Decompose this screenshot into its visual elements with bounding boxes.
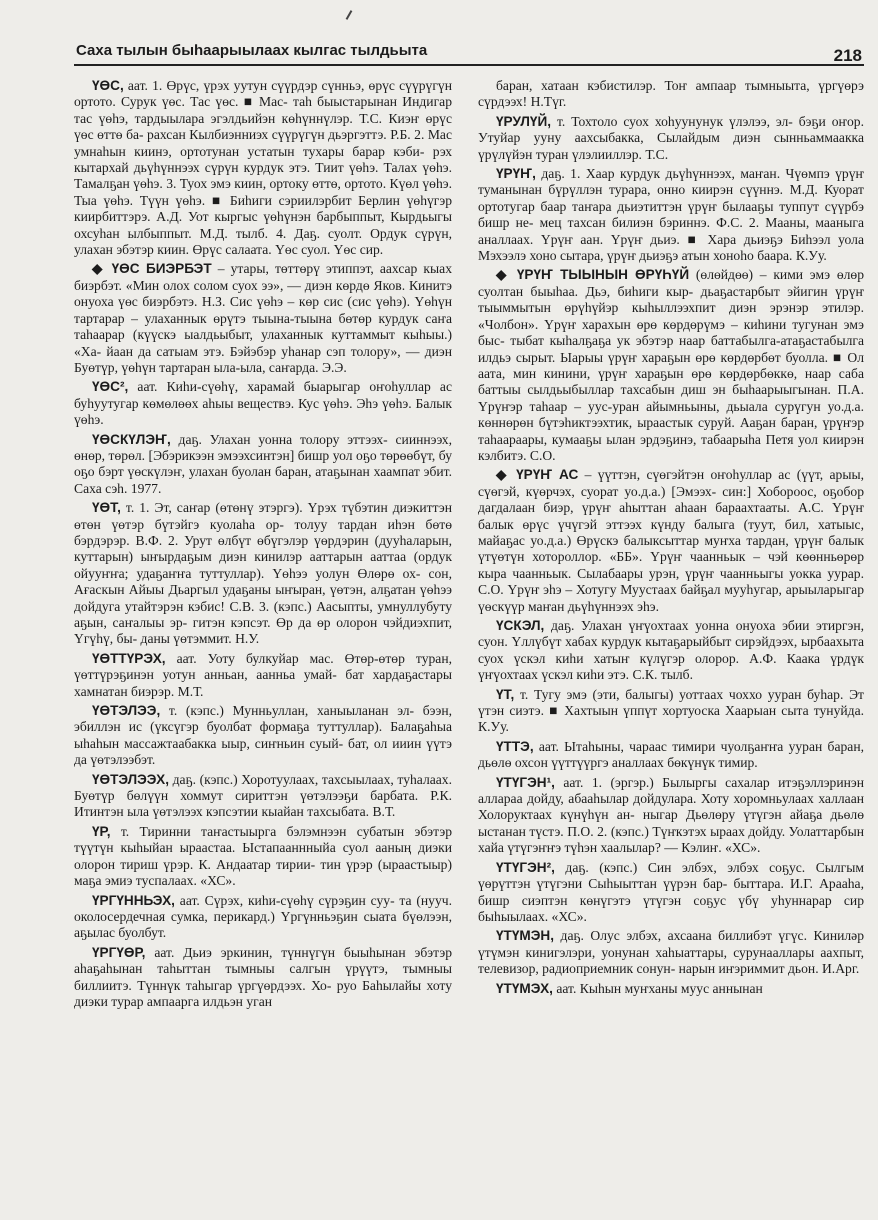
- entry-text: аат. 1. (эргэр.) Былыргы сахалар итэҕэллэринэн аллараа дойду, абааһылар дойдулара. Хоту хоромньулаах халлаан Холоруктаах күнүһүн ан- ныгар Дьөлөру үтүгэн айаҕа дьөлө ыстанан түстэ. П.О. 2. (кэпс.) Түҥкэтэх ыраах дойду. Уолаттарбын хайа үтүгэҥҥэ түһэн хаалылар? — Кэлиҥ. «ХС».: [478, 774, 864, 856]
- entry-text: т. 1. Эт, саҥар (өтөнү этэргэ). Үрэх түбэтин диэкиттэн өтөн үөтэр бүтэйгэ куолаһа ор- толуу тардан иһэн бөтө бэрдэрэр. В.Ф. 2. Урут өлбүт өбүгэлэр үөрдэрин (дууһаларын, куттарын) ыҥырдаҕым диэн кинилэр ааттарын ааттаа (ордук ойууҥҥа; удаҕаҥҥа туттуллар). Үөһээ уолун Өлөрө ох- сон, Ағаскын Айыы Дьаргыл удаҕаны ыҥыран, үөтэн, алҕатан үөһээ дойдуга утайтэрэн кэбис! С.В. 3. (кэпс.) Аасыпты, умнуллубуту аҕын, саҥалыы эр- гитэн кэпсэт. Өр да өр олорон чэйдиэхпит, Үгүһү, бы- даны үөтэммит. Н.У.: [74, 500, 452, 647]
- entry-text: – үүттэн, сүөгэйтэн оҥоһуллар ас (үүт, арыы, сүөгэй, күөрчэх, суорат уо.д.а.) [Эмээх- син:] Хобороос, оҕобор дагдалаан биэр, үрүҥ аһыттан аһаан бараахтааты. А.С. Үрүҥ балык өрүс үчүгэй эттээх күнду балыга (туут, бил, хатыыс, майаҕас уо.д.а.) Өрүскэ балыксыттар муҥха тардан, үрүҥ балык үтүөтүн хотороллор. «ББ». Үрүҥ чаанньык – чэй көөнньөрөр кыра чаанньык. Сылабаары урэн, үрүҥ чаанньыгы уокка уурар. С.О. Үрүҥ эһэ – Хотугу Муустаах байҕал мууһугар, арыыларыгар үөскүүр маҥан дьүһүннээх эһэ.: [478, 467, 864, 614]
- dictionary-entry: [478, 687, 864, 736]
- headword: ҮӨСКҮЛЭҤ,: [92, 431, 171, 447]
- headword: ҮТ,: [496, 686, 515, 702]
- right-column: [478, 78, 864, 1198]
- dictionary-entry: [74, 379, 452, 428]
- entry-text: даҕ. (кэпс.) Хоротуулаах, тахсыылаах, туһалаах. Буөтүр бөлүүн хоммут сириттэн үөтэлээҕи барбата. Р.К. Итинтэн ыла үөтэлээх кэпсэтии кыайан тахсыбата. В.Т.: [74, 771, 452, 820]
- headword: ҮТҮГЭН²,: [496, 859, 555, 875]
- dictionary-entry: [478, 267, 864, 464]
- entry-text: аат. Уоту булкуйар мас. Өтөр-өтөр туран, үөттүрэҕинэн уотун анньан, аанньа умай- бат хардаҕастары хамнатан биэрэр. М.Т.: [74, 650, 452, 699]
- pen-mark: [346, 10, 353, 20]
- dictionary-entry: [74, 651, 452, 700]
- entry-text: т. Тугу эмэ (эти, балыгы) уоттаах чоххо ууран буһар. Эт үтэн сиэтэ. ■ Хахтыын үппүт хортуоска Хаарыан сыта тунуйда. К.Уу.: [478, 686, 864, 735]
- dictionary-entry: [74, 432, 452, 498]
- entry-text: аат. Дьиэ эркинин, түннүгүн быыһынан эбэтэр аһаҕаһынан таһыттан тымныы салгын үрүүтэ, тымныы биллиитэ. Түннүк таһыгар үргүөрдээх. Хо- руо Баһылайы хоту диэки турар ампаарга илдьэн уган: [74, 944, 452, 1009]
- entry-text: – утары, төттөрү этиппэт, аахсар кыах биэрбэт. «Мин олох солом суох ээ», — диэн көрдө Яков. Кинитэ онуоха үөс биэрбэтэ. Н.З. Сис үөһэ – көр сис (сис үөһэ). Үөһүн тартарар – улаханнык өрүтэ тыына-тыына бөтөр курдук саҥа таһаарар (күүскэ ыалдьыбыт, улаханнык куттаммыт кыһыы.) «Ха- йаан да сатыам этэ. Бэйэбэр уһанар сэп толору», — диэн Буөтүр, үөһүн тартаран ыла-ыла, саҥарда. Э.Э.: [74, 261, 452, 375]
- headword: ҮРУЛҮЙ,: [496, 113, 552, 129]
- headword: ҮРҮҤ,: [496, 166, 536, 182]
- entry-text: даҕ. 1. Хаар курдук дьүһүннээх, маҥан. Чүөмпэ үрүҥ туманынан бүрүллэн турара, онно киирэн сүүннэ. М.Д. Куорат ортотугар баар таҥара дьиэтиттэн үрүҥ былааҕы туппут сүүрбэ бишр не- мец тахсан билиэн бэриннэ. Ф.С. 2. Мааны, мааныга аналлаах. Үрүҥ аан. Үрүҥ дьиэ. ■ Хара дьиэҕэ Биһээл уола Мэхээлэ хоно сытара, үрүҥ дьиэҕэ атын хоноһо баара. К.Уу.: [478, 166, 864, 264]
- dictionary-entry: [74, 261, 452, 376]
- dictionary-entry: [478, 78, 864, 111]
- dictionary-entry: [478, 981, 864, 997]
- headword: ҮТТЭ,: [496, 738, 534, 754]
- dictionary-entry: [74, 893, 452, 942]
- entry-text: аат. Сүрэх, киһи-сүөһү сүрэҕин суу- та (нууч. околосердечная сумка, перикард.) Үргүнньэҕин сыата бүөлээн, аҕылас буолбут.: [74, 892, 452, 941]
- running-title: Саха тылын быһаарыылаах кылгас тылдьыта: [76, 42, 428, 59]
- headword: ҮР,: [92, 823, 111, 839]
- entry-text: даҕ. (кэпс.) Син элбэх, элбэх соҕус. Сылгым үөрүттэн үтүгэни Сыһыыттан үүрэн бар- быттара. И.Г. Арааһа, бишр сиэптэн көнүгэтэ үтүгэн соҕус үбү уһуннарар сир быһыылаах. «ХС».: [478, 859, 864, 924]
- headword: ◆ ҮӨС БИЭРБЭТ: [92, 261, 212, 277]
- dictionary-entry: [74, 500, 452, 648]
- page-header: [74, 40, 864, 66]
- entry-text: т. Тиринни таҥастыырга бэлэмнээн субатын эбэтэр түүтүн кыһыйан ыраастаа. Ыстапааннныйа суол ааның диэки олорон тириш үрэр. К. Андаатар тирии- тин үрэр (ыраастыыр) маҕа эмиэ туспалаах. «ХС».: [74, 823, 452, 889]
- dictionary-entry: [478, 618, 864, 684]
- dictionary-entry: [478, 467, 864, 615]
- dictionary-entry: [478, 775, 864, 857]
- dictionary-entry: [478, 860, 864, 926]
- entry-text: даҕ. Улахан уонна толору эттээх- сииннээх, өнөр, төрөл. [Эбэрикээн эмээхсинтэн] бишр уол оҕо төрөөбүт, бу оҕо бэрт үөскүлэҥ, улахан буолан баран, атаҕынан хаампат эбит. Саха сэһ. 1977.: [74, 431, 452, 496]
- dictionary-entry: [478, 739, 864, 772]
- page-number: 218: [833, 46, 862, 65]
- headword: ҮӨТЭЛЭЭХ,: [92, 771, 169, 787]
- headword: ҮТҮМЭХ,: [496, 980, 553, 996]
- dictionary-entry: [74, 703, 452, 769]
- headword: ҮӨС,: [92, 78, 124, 93]
- entry-text: аат. 1. Өрүс, үрэх уутун сүүрдэр сүнньэ, өрүс сүүрүгүн ортото. Сурук үөс. Тас үөс. ■ Мас- таһ быыстарынан Индигар тас үөһэ, тардыылара эгэлдьийэн көһүннүлэр. Т.С. Киэҥ өрүс үөс өттө ба- рахсан Кылбиэнниэх сүүрүгүн дьэргэттэ. Р.Б. 2. Мас умнаһын киинэ, ортотунан устатын тухары барар кэби- рэх кытархай дьүһүннээх сүрүн курдук этэ. Тиит үөһэ. Талах үөһэ. Тамалҕан үөһэ. 3. Туох эмэ киин, ортоку өттө, ортото. Күөл үөһэ. Тыа үөһэ. Түүн үөһэ. ■ Биһиги сэриилэрбит Берлин үөһүгэр киирбиттэрэ. А.Д. Уот кыргыс үөһүнэн барбыппыт, Кырдьыгы охсуһан ылбыппыт. М.Д. тылб. 4. Даҕ. суолт. Ордук сүрүн, улахан эбэтэр киин. Өрүс салаата. Үөс суол. Үөс сир.: [74, 78, 452, 258]
- headword: ◆ ҮРҮҤ АС: [496, 467, 579, 483]
- headword: ◆ ҮРҮҤ ТЫЫНЫН ӨРҮҺҮЙ: [496, 267, 690, 283]
- headword: ҮТҮГЭН¹,: [496, 774, 555, 790]
- headword: ҮӨТ,: [92, 500, 121, 516]
- entry-text: даҕ. Улахан үҥүохтаах уонна онуоха эбии этиргэн, суон. Үллүбүт хабах курдук кытаҕарыйбыт сирэйдээх, ырбаахыта суох үскэл киһи хатыҥ күлүгэр олорор. А.Ф. Каака үрдүк үҥүохтаах үскэл киһи этэ. С.К. тылб.: [478, 618, 864, 683]
- headword: ҮӨС²,: [92, 379, 129, 395]
- dictionary-entry: [478, 114, 864, 163]
- entry-text: аат. Кыһын муҥханы муус аннынан: [552, 980, 763, 996]
- entry-text: аат. Ытаһыны, чараас тимири чуолҕаҥҥа ууран баран, дьөлө охсон үүттүүргэ аналлаах бөкүнүк тимир.: [478, 738, 864, 771]
- entry-text: т. Тохтоло суох хоһуунунук үлэлээ, эл- бэҕи оҥор. Утуйар ууну аахсыбакка, Сылайдым диэн сынньаммаакка үрүлүйэн туран үлэлииллэр. Т.С.: [478, 113, 864, 162]
- left-column: [74, 78, 452, 1198]
- entry-text: баран, хатаан кэбистилэр. Тоҥ ампаар тымныыта, үргүөрэ сүрдээх! Н.Түг.: [478, 78, 864, 110]
- dictionary-entry: [74, 772, 452, 821]
- headword: ҮӨТЭЛЭЭ,: [92, 703, 161, 719]
- entry-text: т. (кэпс.) Мунньуллан, ханыыланан эл- бээн, эбиллэн ис (үксүгэр буолбат формаҕа туттуллар). Балаҕаһыа ыһаһын массажтаабакка ыыр, сиҥньин суый- бат, ол ииин үүтэ да үөтэлээбэт.: [74, 703, 452, 768]
- dictionary-entry: [74, 78, 452, 258]
- headword: ҮТҮМЭН,: [496, 928, 555, 944]
- entry-text: аат. Киһи-сүөһү, харамай быарыгар оҥоһуллар ас буһуутугар көмөлөөх аһыы веществэ. Кус үөһэ. Эһэ үөһэ. Балык үөһэ.: [74, 379, 452, 428]
- dictionary-entry: [74, 824, 452, 890]
- headword: ҮРГҮӨР,: [92, 944, 146, 960]
- headword: ҮРГҮННЬЭХ,: [92, 892, 175, 908]
- dictionary-entry: [478, 928, 864, 977]
- headword: ҮСКЭЛ,: [496, 618, 545, 633]
- dictionary-entry: [74, 945, 452, 1011]
- entry-text: (өлөйдөө) – кими эмэ өлөр суолтан быыһаа. Дьэ, биһиги кыр- дьаҕастарбыт эйигин үрүҥ тыыммытын өрүһүйэр кыһыллээхпит диэн эрэнэр этилэр. «Чолбон». Үрүҥ харахын өрө көрдөрүмэ – киһини тугунан эмэ быс- тыбат кыһалҕаҕа ук эбэтэр наар баттабылга-атаҕастабылга илдьэ сырыт. Ыарыы үрүҥ хараҕын өрө көрдөрбөт буолла. ■ Ол аата, мин кинини, үрүҥ хараҕын өрө көрдөрбөккө, наар саба баттыы сылдьыбыллар тахсабын диш эн быһаарыыгынан. П.А. Үрүҥэр таһаар – уус-уран айымньыны, дьыала сурүгун уо.д.а. көннөрөн бүтэһиктээхтик, ыраастык суруй. Ааҕан баран, үрүҥэр таһаараары, кумааҕы ылан эрдэҕинэ, табаарыһа Петя уол киирэн кэлбитэ. С.О.: [478, 267, 864, 463]
- entry-text: даҕ. Олус элбэх, ахсаана биллибэт үгүс. Киниләр үтүмэн кинигэлэри, уонунан хаһыаттары, сурунааллары аахпыт, телевизор, радиоприемник сонун- нарын иҥэриммит дьон. И.Арг.: [478, 928, 864, 977]
- headword: ҮӨТТҮРЭХ,: [92, 650, 166, 666]
- dictionary-entry: [478, 166, 864, 264]
